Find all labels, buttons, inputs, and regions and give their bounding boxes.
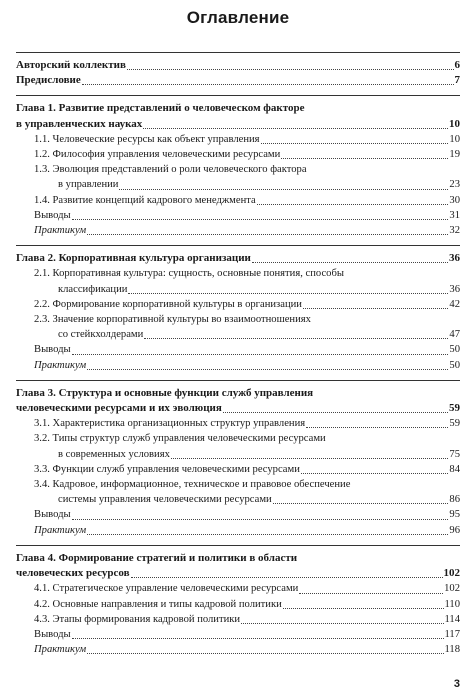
entry-label: системы управления человеческими ресурсами [58,494,272,506]
entry-label: Выводы [34,209,71,221]
toc-entry-conclusions[interactable] [16,507,460,522]
chapter-title-lead: Глава 4. Формирование стратегий и политики в области [16,551,298,564]
entry-label: в современных условиях [58,448,170,460]
entry-page: 75 [449,448,460,460]
entry-label-lead: 1.3. Эволюция представлений о роли человеческого фактора [34,164,307,176]
page-number: 3 [453,678,460,690]
entry-page: 50 [449,344,460,356]
toc-entry-workshop[interactable] [16,523,460,538]
entry-label: 4.1. Стратегическое управление человеческими ресурсами [34,583,299,595]
toc-entry[interactable] [16,177,460,192]
toc-entry-workshop[interactable] [16,358,460,373]
entry-page: 102 [443,567,460,580]
toc-entry-preface[interactable] [16,73,460,88]
entry-page: 118 [444,644,460,656]
entry-label: 4.2. Основные направления и типы кадровой политики [34,598,282,610]
toc-entry[interactable] [16,447,460,462]
entry-label: в управленческих науках [16,117,143,130]
entry-page: 23 [449,179,460,191]
entry-label: 3.3. Функции служб управления человеческими ресурсами [34,463,300,475]
entry-page: 42 [449,298,460,310]
entry-label-lead: 2.1. Корпоративная культура: сущность, основные понятия, способы [34,268,344,280]
entry-page: 31 [449,209,460,221]
entry-page: 95 [449,509,460,521]
entry-label-lead: 3.2. Типы структур служб управления человеческими ресурсами [34,433,326,445]
entry-page: 117 [444,628,460,640]
toc-entry-conclusions[interactable] [16,627,460,642]
chapter-4 [16,546,460,660]
toc-entry-chapter[interactable] [16,401,460,416]
table-of-contents [16,52,460,660]
entry-page: 10 [449,117,460,130]
entry-page: 36 [449,252,460,265]
entry-label: классификации [58,283,128,295]
toc-entry[interactable] [16,132,460,147]
entry-label-lead: 2.3. Значение корпоративной культуры во взаимоотношениях [34,314,311,326]
chapter-1 [16,96,460,241]
entry-label: 2.2. Формирование корпоративной культуры в организации [34,298,302,310]
entry-label: Выводы [34,344,71,356]
entry-page: 10 [449,133,460,145]
entry-page: 19 [449,149,460,161]
toc-entry-chapter[interactable] [16,566,460,581]
toc-entry[interactable] [16,416,460,431]
entry-page: 110 [444,598,460,610]
toc-entry[interactable] [16,462,460,477]
page-title: Оглавление [186,8,290,27]
entry-label: Практикум [34,359,87,371]
entry-page: 102 [444,583,460,595]
entry-label: Практикум [34,524,87,536]
entry-label: 1.1. Человеческие ресурсы как объект управления [34,133,260,145]
entry-label: в управлении [58,179,119,191]
entry-page: 96 [449,524,460,536]
entry-label: Практикум [34,225,87,237]
entry-label-lead: 3.4. Кадровое, информационное, техническое и правовое обеспечение [34,479,351,491]
entry-label: человеческих ресурсов [16,567,130,580]
front-matter [16,53,460,91]
toc-entry-chapter[interactable] [16,117,460,132]
entry-page: 114 [444,613,460,625]
toc-entry-chapter[interactable] [16,251,460,266]
entry-page: 6 [454,59,460,71]
entry-label: Выводы [34,628,71,640]
chapter-title-lead: Глава 1. Развитие представлений о человеческом факторе [16,102,305,115]
toc-entry-authors[interactable] [16,58,460,73]
entry-page: 84 [449,463,460,475]
entry-label: Практикум [34,644,87,656]
chapter-2 [16,246,460,376]
entry-page: 7 [454,74,460,87]
entry-label: Предисловие [16,74,81,87]
toc-entry[interactable] [16,327,460,342]
entry-label: 3.1. Характеристика организационных структур управления [34,418,306,430]
toc-entry[interactable] [16,282,460,297]
chapter-3 [16,381,460,541]
entry-label: 1.2. Философия управления человеческими ресурсами [34,149,281,161]
entry-page: 30 [449,194,460,206]
toc-entry-workshop[interactable] [16,223,460,238]
chapter-title-lead: Глава 3. Структура и основные функции служб управления [16,386,314,399]
entry-page: 50 [449,359,460,371]
toc-entry-conclusions[interactable] [16,208,460,223]
toc-entry[interactable] [16,597,460,612]
entry-page: 86 [449,494,460,506]
toc-entry-conclusions[interactable] [16,342,460,357]
toc-entry[interactable] [16,581,460,596]
entry-label: человеческими ресурсами и их эволюция [16,402,222,415]
toc-entry[interactable] [16,297,460,312]
entry-page: 36 [449,283,460,295]
entry-label: Выводы [34,509,71,521]
toc-entry[interactable] [16,193,460,208]
entry-label: 1.4. Развитие концепций кадрового менеджмента [34,194,256,206]
entry-page: 59 [449,418,460,430]
toc-entry-workshop[interactable] [16,642,460,657]
entry-page: 59 [449,402,460,415]
toc-entry[interactable] [16,612,460,627]
entry-page: 32 [449,225,460,237]
entry-label: Авторский коллектив [16,59,126,71]
entry-page: 47 [449,329,460,341]
entry-label: Глава 2. Корпоративная культура организации [16,252,251,265]
entry-label: со стейкхолдерами [58,329,144,341]
entry-label: 4.3. Этапы формирования кадровой политики [34,613,241,625]
toc-entry[interactable] [16,492,460,507]
toc-entry[interactable] [16,147,460,162]
